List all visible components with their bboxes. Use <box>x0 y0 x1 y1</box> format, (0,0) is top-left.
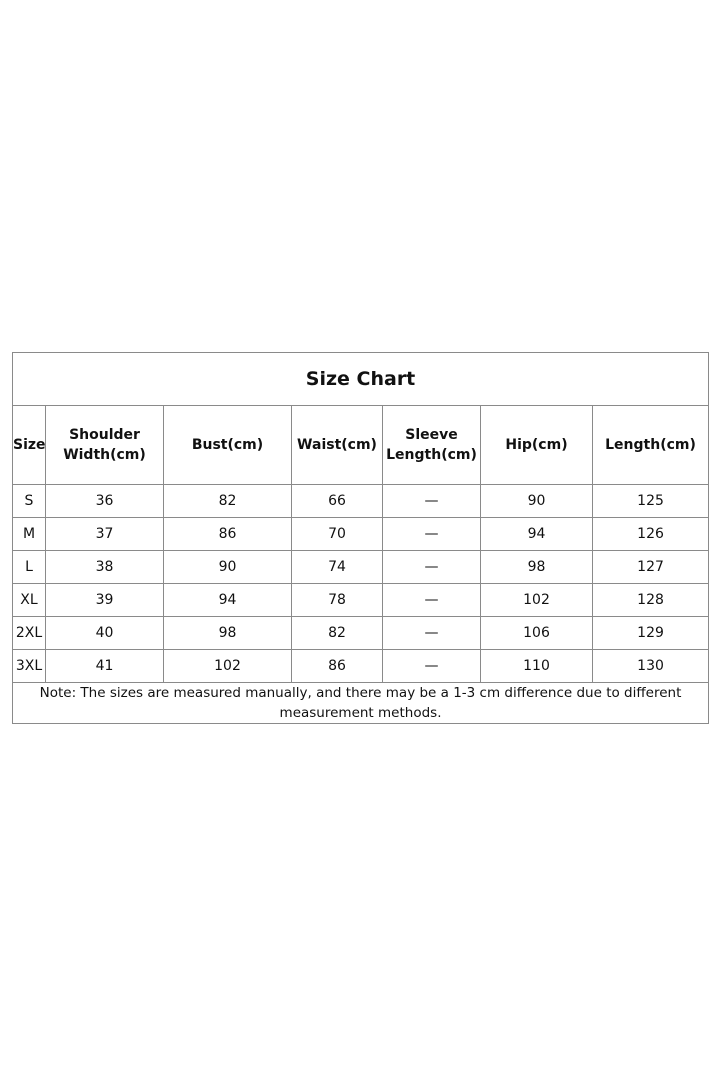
title-row <box>13 353 709 406</box>
cell-hip: 102 <box>481 584 593 617</box>
cell-hip: 94 <box>481 518 593 551</box>
cell-hip: 98 <box>481 551 593 584</box>
cell-shoulder-width: 40 <box>46 617 164 650</box>
table-row <box>13 518 709 551</box>
cell-shoulder-width: 37 <box>46 518 164 551</box>
cell-sleeve-length: — <box>383 650 481 683</box>
cell-size: S <box>13 485 46 518</box>
header-sleeve-length: Sleeve Length(cm) <box>383 406 481 485</box>
cell-waist: 86 <box>292 650 383 683</box>
cell-shoulder-width: 36 <box>46 485 164 518</box>
size-chart-table <box>12 352 709 724</box>
cell-length: 130 <box>593 650 709 683</box>
cell-sleeve-length: — <box>383 518 481 551</box>
cell-bust: 82 <box>164 485 292 518</box>
cell-bust: 94 <box>164 584 292 617</box>
table-row <box>13 485 709 518</box>
cell-sleeve-length: — <box>383 485 481 518</box>
table-row <box>13 551 709 584</box>
cell-bust: 98 <box>164 617 292 650</box>
cell-length: 129 <box>593 617 709 650</box>
cell-size: 2XL <box>13 617 46 650</box>
header-waist: Waist(cm) <box>292 406 383 485</box>
cell-shoulder-width: 38 <box>46 551 164 584</box>
cell-hip: 106 <box>481 617 593 650</box>
cell-waist: 66 <box>292 485 383 518</box>
cell-waist: 74 <box>292 551 383 584</box>
cell-hip: 90 <box>481 485 593 518</box>
table-row <box>13 617 709 650</box>
cell-size: L <box>13 551 46 584</box>
table-row <box>13 650 709 683</box>
note-row <box>13 683 709 724</box>
cell-sleeve-length: — <box>383 551 481 584</box>
cell-waist: 82 <box>292 617 383 650</box>
header-bust: Bust(cm) <box>164 406 292 485</box>
cell-waist: 70 <box>292 518 383 551</box>
cell-hip: 110 <box>481 650 593 683</box>
cell-size: 3XL <box>13 650 46 683</box>
header-length: Length(cm) <box>593 406 709 485</box>
chart-title: Size Chart <box>13 353 709 406</box>
cell-sleeve-length: — <box>383 584 481 617</box>
cell-bust: 86 <box>164 518 292 551</box>
cell-length: 128 <box>593 584 709 617</box>
table-row <box>13 584 709 617</box>
header-size: Size <box>13 406 46 485</box>
cell-length: 127 <box>593 551 709 584</box>
header-row <box>13 406 709 485</box>
header-shoulder-width: Shoulder Width(cm) <box>46 406 164 485</box>
cell-bust: 90 <box>164 551 292 584</box>
cell-waist: 78 <box>292 584 383 617</box>
header-hip: Hip(cm) <box>481 406 593 485</box>
cell-length: 125 <box>593 485 709 518</box>
cell-length: 126 <box>593 518 709 551</box>
measurement-note: Note: The sizes are measured manually, and there may be a 1-3 cm difference due to different measurement methods. <box>13 683 709 724</box>
cell-shoulder-width: 39 <box>46 584 164 617</box>
cell-size: M <box>13 518 46 551</box>
cell-bust: 102 <box>164 650 292 683</box>
cell-shoulder-width: 41 <box>46 650 164 683</box>
cell-size: XL <box>13 584 46 617</box>
cell-sleeve-length: — <box>383 617 481 650</box>
